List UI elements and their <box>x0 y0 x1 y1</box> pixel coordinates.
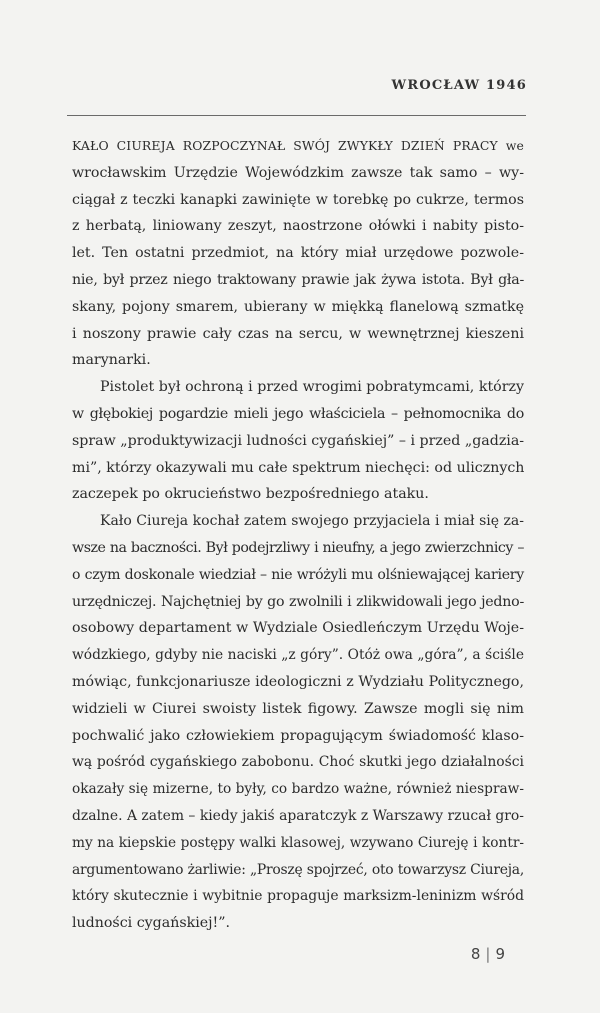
text-line: KAŁO CIUREJA ROZPOCZYNAŁ SWÓJ ZWYKŁY DZIEŃ PRACY we <box>72 138 524 153</box>
running-header-title: WROCŁAW 1946 <box>391 78 527 93</box>
text-line: osobowy departament w Wydziale Osiedleńczym Urzędu Woje- <box>72 620 524 637</box>
text-line: wą pośród cygańskiego zabobonu. Choć skutki jego działalności <box>72 754 524 771</box>
text-line: ciągał z teczki kanapki zawinięte w torebkę po cukrze, termos <box>72 191 524 208</box>
text-line: pochwalić jako człowiekiem propagującym świadomość klaso- <box>72 727 524 744</box>
body-text <box>72 133 524 937</box>
text-line: w głębokiej pogardzie mieli jego właściciela – pełnomocnika do <box>72 405 524 422</box>
text-line: okazały się mizerne, to były, co bardzo ważne, również niespraw- <box>72 781 524 798</box>
text-line: wsze na baczności. Był podejrzliwy i nieufny, a jego zwierzchnicy – <box>72 539 524 556</box>
text-line: ludności cygańskiej!”. <box>72 915 231 932</box>
text-line: i noszony prawie cały czas na sercu, w wewnętrznej kieszeni <box>72 325 524 342</box>
text-line: o czym doskonale wiedział – nie wróżyli mu olśniewającej kariery <box>72 566 524 583</box>
text-line: spraw „produktywizacji ludności cygańskiej” – i przed „gadzia- <box>72 432 525 449</box>
text-line: nie, był przez niego traktowany prawie jak żywa istota. Był gła- <box>72 271 524 288</box>
text-line: urzędniczej. Najchętniej by go zwolnili i zlikwidowali jego jedno- <box>72 593 524 610</box>
text-line: my na kiepskie postępy walki klasowej, wzywano Ciureję i kontr- <box>72 834 524 851</box>
text-line: zaczepek po okrucieństwo bezpośredniego ataku. <box>72 486 429 503</box>
text-line: marynarki. <box>72 352 151 369</box>
page-number-right: 9 <box>495 945 505 963</box>
text-line: mówiąc, funkcjonariusze ideologiczni z Wydziału Politycznego, <box>72 673 524 690</box>
text-line: wódzkiego, gdyby nie naciski „z góry”. Otóż owa „góra”, a ściśle <box>72 647 524 664</box>
text-line: który skutecznie i wybitnie propaguje marksizm-leninizm wśród <box>72 888 524 905</box>
text-line: Pistolet był ochroną i przed wrogimi pobratymcami, którzy <box>100 379 524 396</box>
text-line: Kało Ciureja kochał zatem swojego przyjaciela i miał się za- <box>100 513 524 530</box>
text-line: wrocławskim Urzędzie Wojewódzkim zawsze tak samo – wy- <box>72 164 524 181</box>
header-rule <box>67 115 526 116</box>
text-line: z herbatą, liniowany zeszyt, naostrzone ołówki i nabity pisto- <box>72 218 524 235</box>
text-line: mi”, którzy okazywali mu całe spektrum niechęci: od ulicznych <box>72 459 525 476</box>
text-line: dzalne. A zatem – kiedy jakiś aparatczyk z Warszawy rzucał gro- <box>72 807 524 824</box>
text-line: skany, pojony smarem, ubierany w miękką flanelową szmatkę <box>72 298 524 315</box>
text-line: widzieli w Ciurei swoisty listek figowy. Zawsze mogli się nim <box>72 700 524 717</box>
page-number-left: 8 <box>470 945 481 963</box>
text-line: argumentowano żarliwie: „Proszę spojrzeć, oto towarzysz Ciureja, <box>72 861 524 878</box>
page-numbers <box>471 945 505 963</box>
text-line: let. Ten ostatni przedmiot, na który miał urzędowe pozwole- <box>72 245 524 262</box>
page-number-separator: | <box>485 945 491 963</box>
